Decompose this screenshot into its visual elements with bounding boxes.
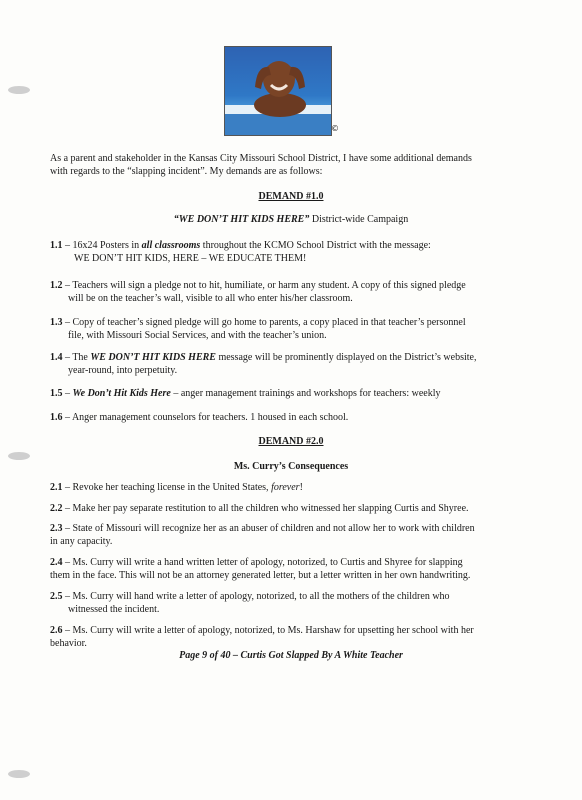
campaign-slogan: “WE DON’T HIT KIDS HERE” [173,214,310,225]
item-text: – Anger management counselors for teachers. 1 housed in each school. [62,412,349,423]
pool-water [225,114,331,135]
demand-1-1-line-2: WE DON’T HIT KIDS, HERE – WE EDUCATE THEM! [74,253,307,264]
item-number: 1.4 [50,352,63,363]
scan-smudge [8,770,30,778]
scan-smudge [8,86,30,94]
demand-1-2 [50,279,466,292]
item-text: – Ms. Curry will hand write a letter of apology, notorized, to all the mothers of the children who [62,591,450,602]
item-number: 2.1 [50,482,63,493]
item-number: 1.1 [50,240,63,251]
item-text: – State of Missouri will recognize her as an abuser of children and not allow her to work with children [62,523,475,534]
scan-smudge [8,452,30,460]
demand-2-4 [50,556,463,569]
item-text: message will be prominently displayed on the District’s website, [215,352,477,363]
item-number: 1.3 [50,317,63,328]
item-number: 2.3 [50,523,63,534]
item-number: 1.6 [50,412,63,423]
item-number: 2.5 [50,591,63,602]
demand-2-3-line-2: in any capacity. [50,536,113,547]
demand-2-4-line-2: them in the face. This will not be an attorney generated letter, but a letter written in her own handwriting. [50,570,471,581]
demand-1-6 [50,411,348,424]
intro-line-1: As a parent and stakeholder in the Kansas City Missouri School District, I have some additional demands [50,153,472,164]
page-footer: Page 9 of 40 – Curtis Got Slapped By A White Teacher [179,650,403,661]
demand-2-3 [50,522,475,535]
item-emphasis: We Don’t Hit Kids Here [72,388,171,399]
item-number: 2.2 [50,503,63,514]
child-photo-illustration [225,47,331,135]
demand-2-6 [50,624,474,637]
item-emphasis: forever [271,482,300,493]
demand-1-subtitle [0,213,582,226]
item-text: – [62,388,73,399]
demand-1-3 [50,316,466,329]
demand-1-4-line-2: year-round, into perpetuity. [68,365,178,376]
item-number: 1.5 [50,388,63,399]
demand-2-heading: DEMAND #2.0 [258,436,324,447]
demand-1-3-line-2: file, with Missouri Social Services, and with the teacher’s union. [68,330,327,341]
demand-1-4 [50,351,476,364]
item-number: 2.6 [50,625,63,636]
item-text: – 16x24 Posters in [62,240,142,251]
item-text: – Make her pay separate restitution to all the children who witnessed her slapping Curtis and Shyree. [62,503,469,514]
copyright-symbol: © [331,124,339,133]
item-number: 2.4 [50,557,63,568]
demand-2-6-line-2: behavior. [50,638,87,649]
demand-2-subtitle: Ms. Curry’s Consequences [233,461,349,472]
item-text: – Ms. Curry will write a hand written letter of apology, notorized, to Curtis and Shyree for slapping [62,557,463,568]
demand-2-2 [50,502,469,515]
child-head [263,61,295,97]
item-number: 1.2 [50,280,63,291]
demand-1-1 [50,239,431,252]
item-text: – Ms. Curry will write a letter of apology, notorized, to Ms. Harshaw for upsetting her school with her [62,625,474,636]
demand-1-2-line-2: will be on the teacher’s wall, visible to all who enter his/her classroom. [68,293,353,304]
campaign-label: District-wide Campaign [309,214,409,225]
item-text: throughout the KCMO School District with the message: [200,240,431,251]
intro-line-2: with regards to the “slapping incident”. My demands are as follows: [50,166,323,177]
item-text: – The [62,352,91,363]
demand-2-5-line-2: witnessed the incident. [68,604,160,615]
item-text: – Teachers will sign a pledge not to hit, humiliate, or harm any student. A copy of this signed pledge [62,280,466,291]
item-emphasis: WE DON’T HIT KIDS HERE [90,352,216,363]
demand-2-1 [50,481,303,494]
demand-1-5 [50,387,440,400]
child-photo [224,46,332,136]
item-text: – anger management trainings and workshops for teachers: weekly [170,388,441,399]
demand-2-5 [50,590,450,603]
item-text: – Revoke her teaching license in the United States, [62,482,272,493]
item-emphasis: all classrooms [141,240,201,251]
demand-1-heading: DEMAND #1.0 [258,191,324,202]
item-text: ! [299,482,303,493]
item-text: – Copy of teacher’s signed pledge will go home to parents, a copy placed in that teacher’s personnel [62,317,466,328]
